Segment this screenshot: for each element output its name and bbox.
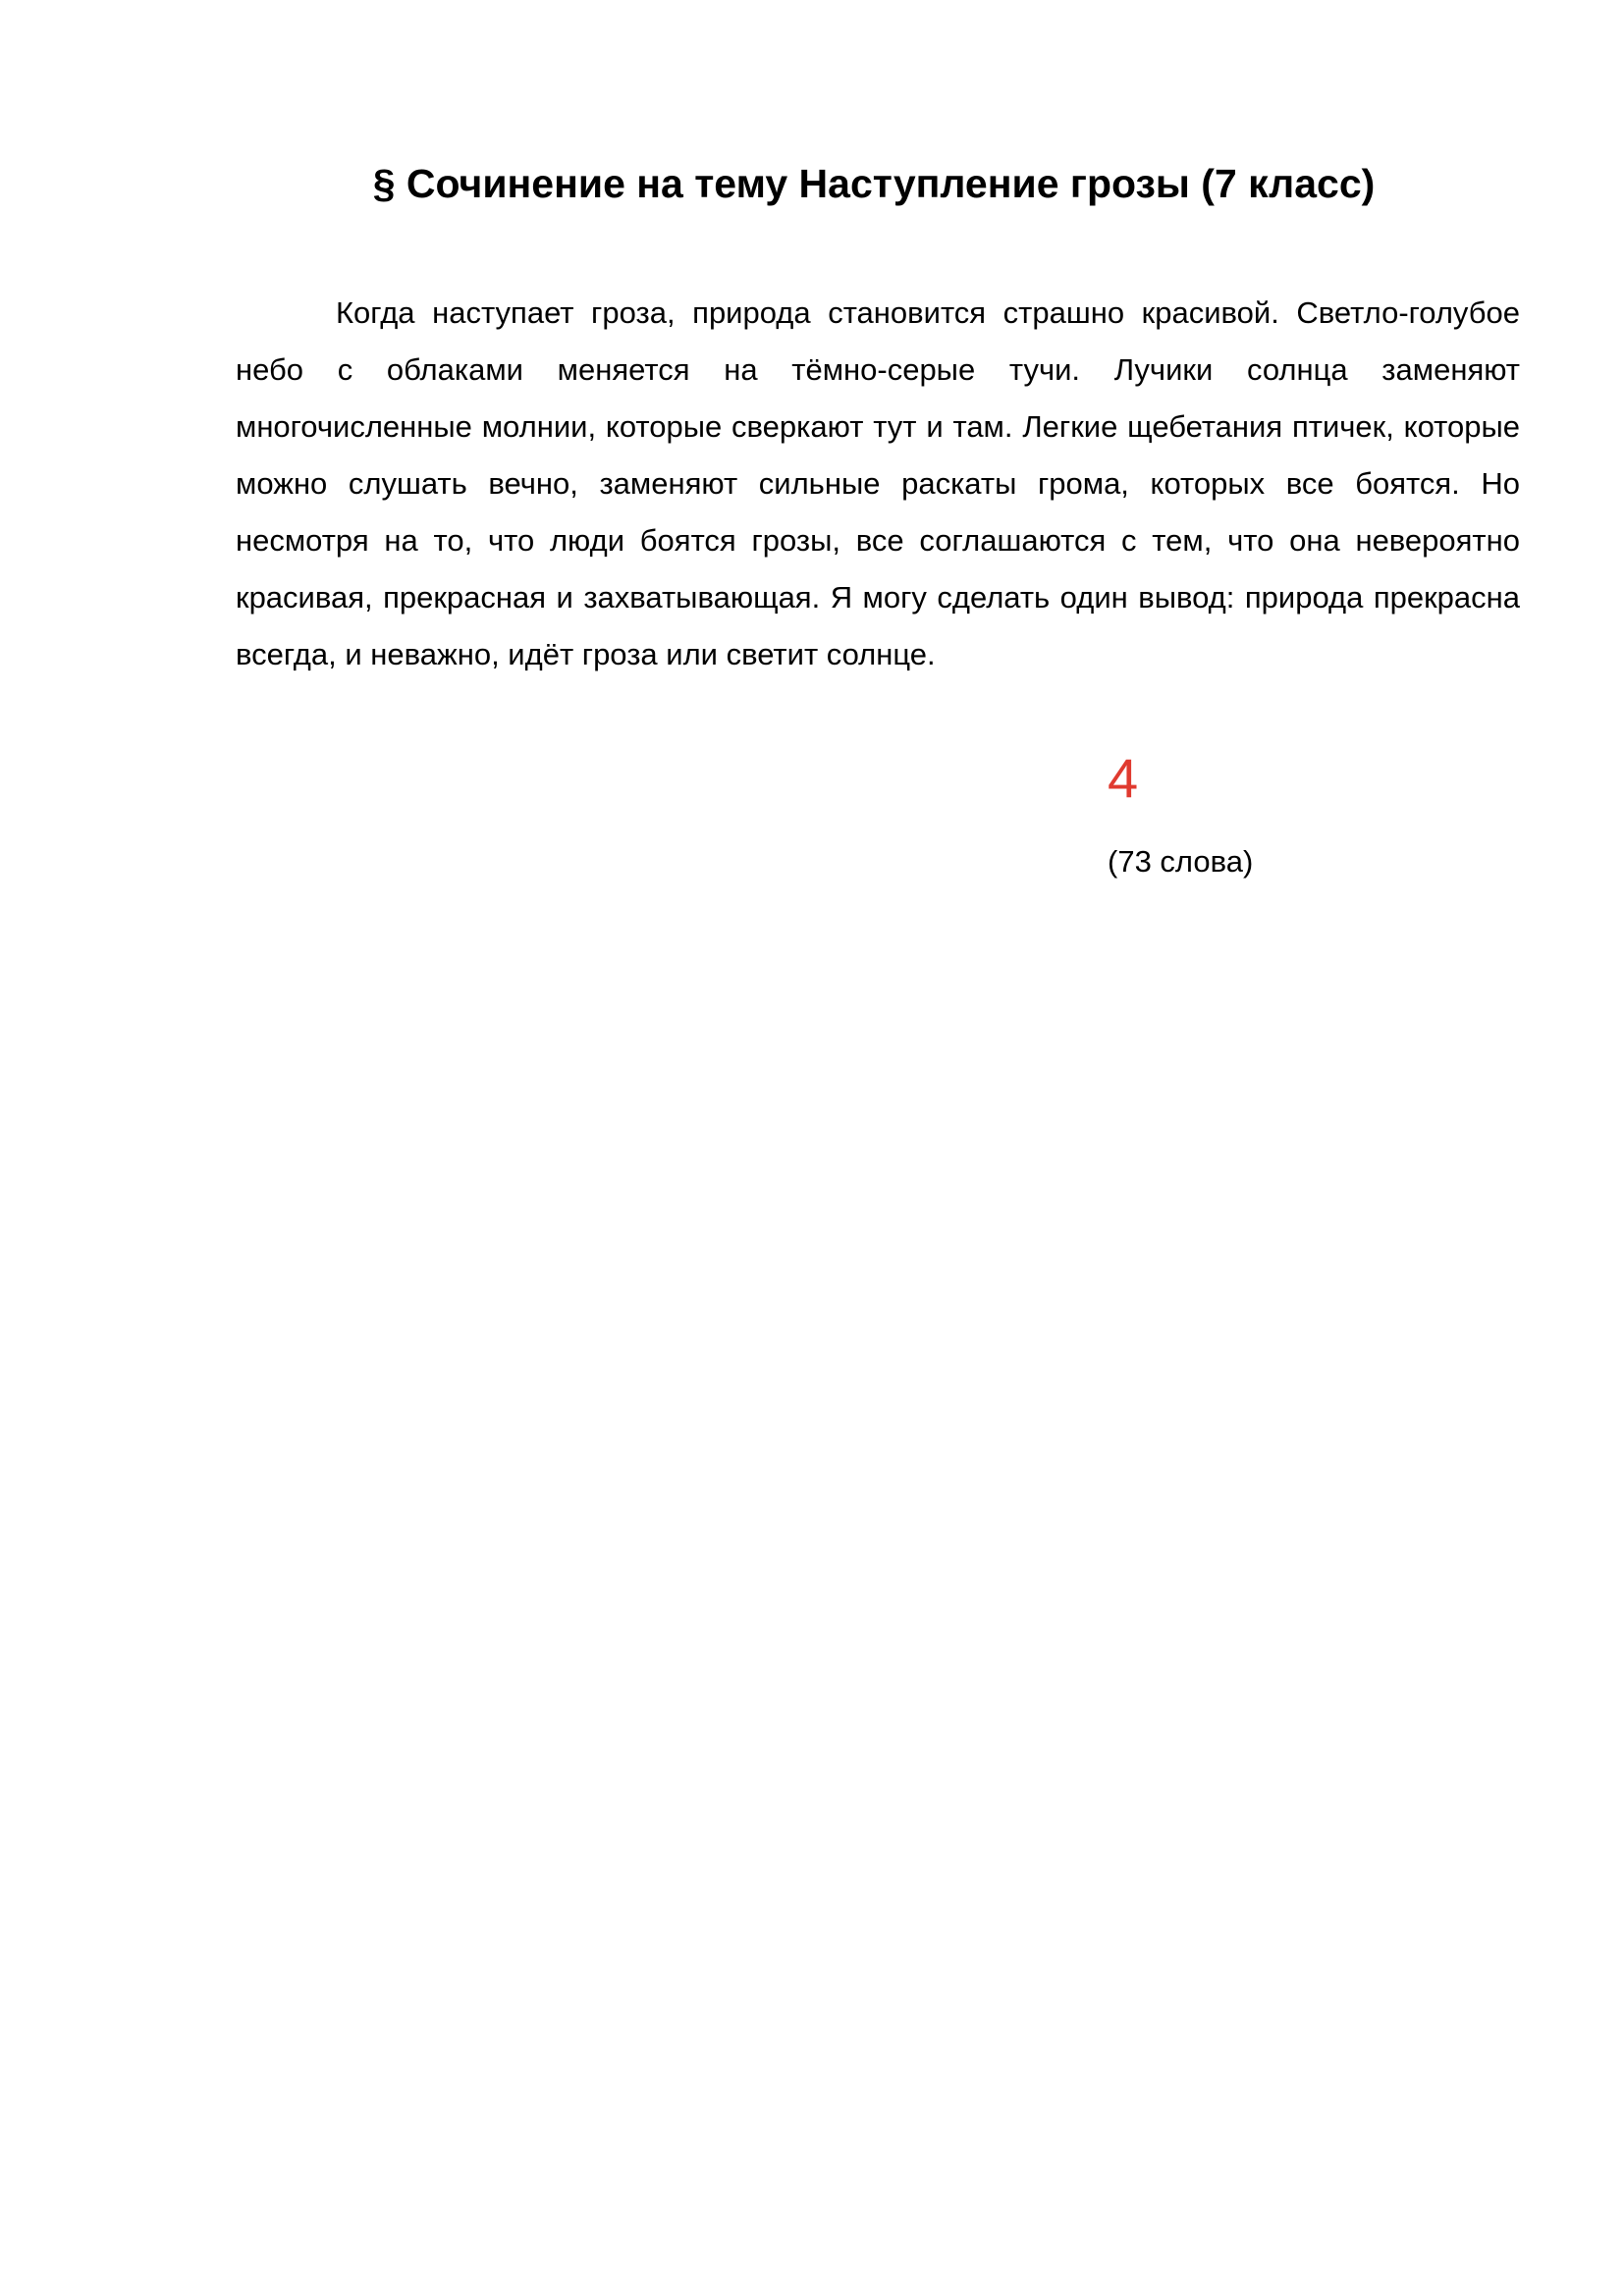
essay-paragraph: Когда наступает гроза, природа становится страшно красивой. Светло-голубое небо с облаками меняется на тёмно-серые тучи. Лучики солнца заменяют многочисленные молнии, которые сверкают тут и там. Легкие щебетания птичек, которые можно слушать вечно, заменяют сильные раскаты грома, которых все боятся. Но несмотря на то, что люди боятся грозы, все соглашаются с тем, что она невероятно красивая, прекрасная и захватывающая. Я могу сделать один вывод: природа прекрасна всегда, и неважно, идёт гроза или светит солнце. <box>236 295 1520 671</box>
essay-title: § Сочинение на тему Наступление грозы (7 класс) <box>372 161 1376 206</box>
grade-mark: 4 <box>1108 747 1139 809</box>
word-count-label: (73 слова) <box>1108 844 1254 879</box>
